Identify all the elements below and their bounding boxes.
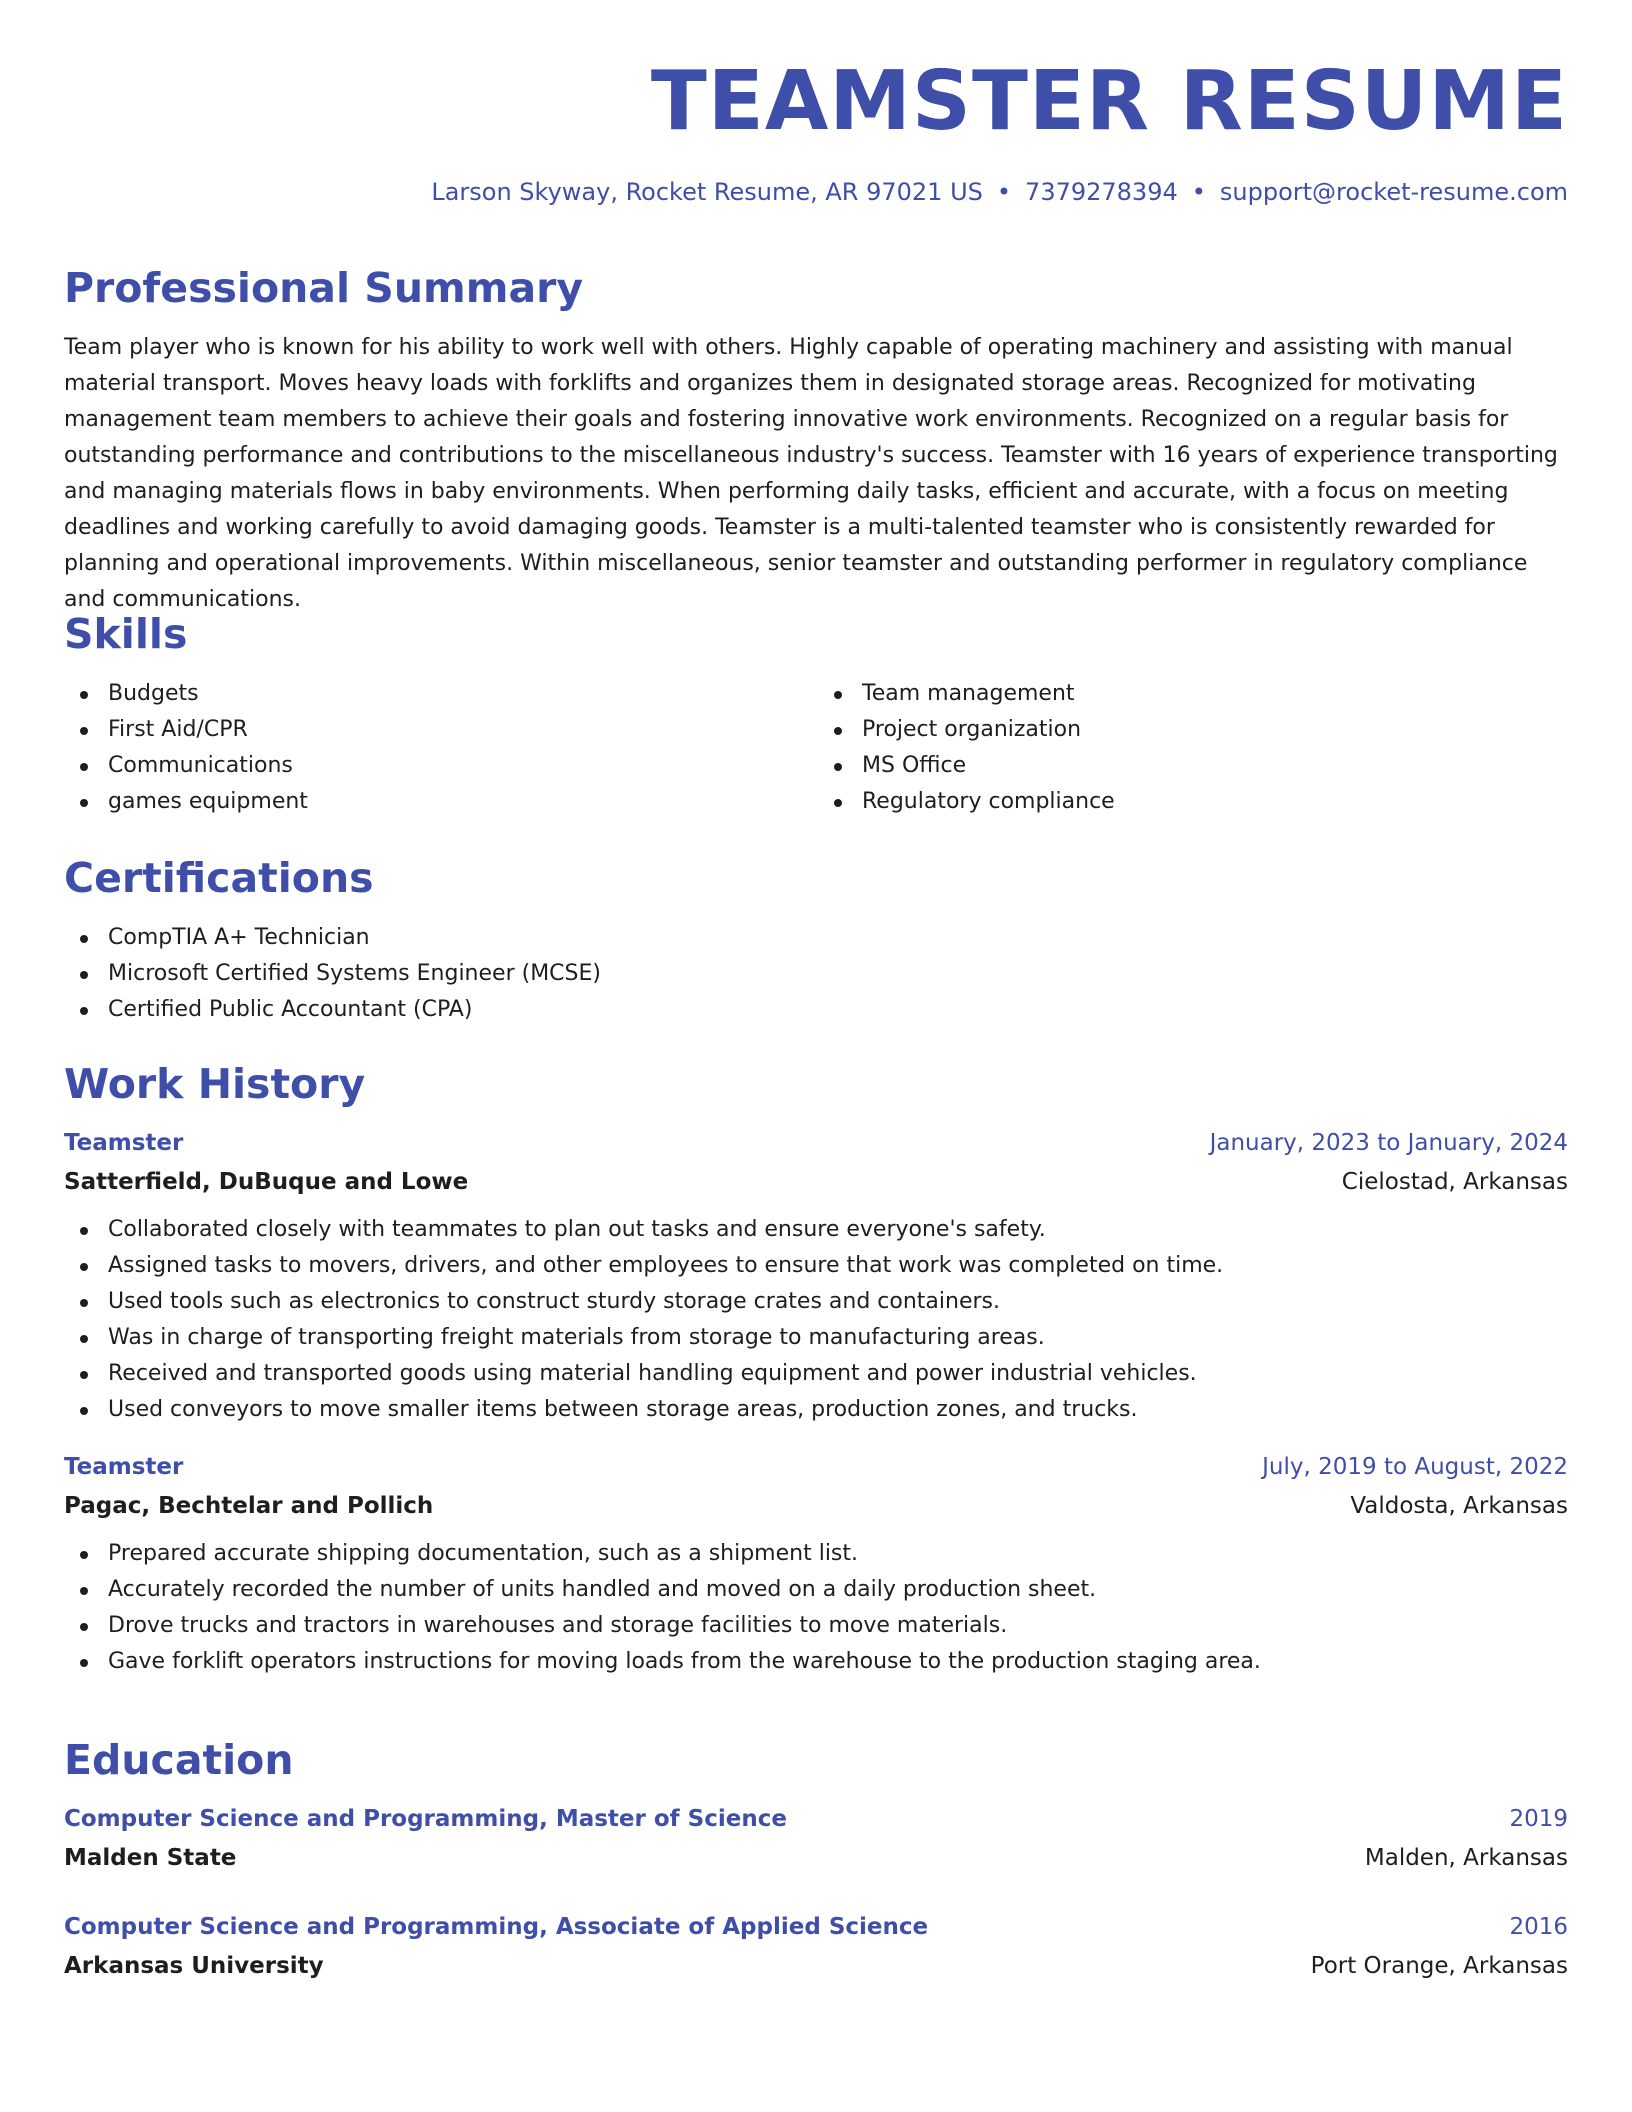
certifications-list: [64, 920, 1568, 1028]
education-location: Malden, Arkansas: [1364, 1845, 1568, 1871]
skill-item: Team management: [818, 676, 1568, 712]
job-bullet: Drove trucks and tractors in warehouses and storage facilities to move materials.: [64, 1608, 1568, 1644]
job-location: Cielostad, Arkansas: [1341, 1169, 1568, 1195]
job-entry: [64, 1124, 1568, 1428]
job-dates: July, 2019 to August, 2022: [1262, 1454, 1568, 1480]
education-degree: Computer Science and Programming, Associate of Applied Science: [64, 1914, 929, 1940]
job-bullet: Accurately recorded the number of units handled and moved on a daily production sheet.: [64, 1572, 1568, 1608]
job-header-row: [64, 1124, 1568, 1162]
education-year: 2019: [1509, 1806, 1568, 1832]
education-section: [64, 1732, 1568, 1986]
skill-item: Communications: [64, 748, 814, 784]
education-header-row: [64, 1908, 1568, 1946]
contact-address: Larson Skyway, Rocket Resume, AR 97021 US: [431, 178, 983, 206]
education-header-row: [64, 1800, 1568, 1838]
contact-phone: 7379278394: [1025, 178, 1178, 206]
job-location: Valdosta, Arkansas: [1350, 1493, 1568, 1519]
job-title: Teamster: [64, 1454, 184, 1480]
skill-item: Project organization: [818, 712, 1568, 748]
job-header-row: [64, 1448, 1568, 1486]
education-degree: Computer Science and Programming, Master of Science: [64, 1806, 787, 1832]
certification-item: CompTIA A+ Technician: [64, 920, 1568, 956]
education-entry: [64, 1908, 1568, 1986]
certifications-section: [64, 850, 1568, 1028]
education-entry: [64, 1800, 1568, 1878]
section-title-skills: Skills: [64, 610, 188, 658]
job-bullet: Used conveyors to move smaller items between storage areas, production zones, and trucks.: [64, 1392, 1568, 1428]
education-year: 2016: [1509, 1914, 1568, 1940]
job-company-row: [64, 1486, 1568, 1526]
skills-grid: [64, 676, 1568, 820]
job-entry: [64, 1448, 1568, 1680]
job-dates: January, 2023 to January, 2024: [1209, 1130, 1568, 1156]
job-title: Teamster: [64, 1130, 184, 1156]
education-school-row: [64, 1946, 1568, 1986]
skill-item: Regulatory compliance: [818, 784, 1568, 820]
contact-separator: •: [996, 178, 1012, 206]
skill-item: games equipment: [64, 784, 814, 820]
work-history-section: [64, 1056, 1568, 1680]
section-title-work-history: Work History: [64, 1060, 366, 1108]
job-bullet: Prepared accurate shipping documentation, such as a shipment list.: [64, 1536, 1568, 1572]
job-bullets: [64, 1536, 1568, 1680]
education-location: Port Orange, Arkansas: [1310, 1953, 1568, 1979]
skills-list-left: [64, 676, 814, 820]
job-bullet: Gave forklift operators instructions for moving loads from the warehouse to the production staging area.: [64, 1644, 1568, 1680]
job-bullet: Collaborated closely with teammates to plan out tasks and ensure everyone's safety.: [64, 1212, 1568, 1248]
contact-line: [64, 178, 1568, 206]
education-school: Malden State: [64, 1845, 237, 1871]
section-title-summary: Professional Summary: [64, 264, 584, 312]
resume-name: TEAMSTER RESUME: [650, 54, 1568, 149]
job-company: Satterfield, DuBuque and Lowe: [64, 1169, 469, 1195]
education-school-row: [64, 1838, 1568, 1878]
summary-section: [64, 260, 1568, 618]
skill-item: Budgets: [64, 676, 814, 712]
job-bullet: Used tools such as electronics to construct sturdy storage crates and containers.: [64, 1284, 1568, 1320]
section-title-education: Education: [64, 1736, 294, 1784]
job-bullets: [64, 1212, 1568, 1428]
section-title-certifications: Certifications: [64, 854, 374, 902]
skill-item: First Aid/CPR: [64, 712, 814, 748]
education-school: Arkansas University: [64, 1953, 324, 1979]
skills-list-right: [814, 676, 1568, 820]
contact-separator: •: [1191, 178, 1206, 206]
certification-item: Microsoft Certified Systems Engineer (MCSE): [64, 956, 1568, 992]
skills-section: [64, 606, 1568, 820]
job-bullet: Received and transported goods using material handling equipment and power industrial vehicles.: [64, 1356, 1568, 1392]
certification-item: Certified Public Accountant (CPA): [64, 992, 1568, 1028]
job-bullet: Was in charge of transporting freight materials from storage to manufacturing areas.: [64, 1320, 1568, 1356]
job-company: Pagac, Bechtelar and Pollich: [64, 1493, 434, 1519]
resume-header: [64, 0, 1568, 206]
summary-text: Team player who is known for his ability to work well with others. Highly capable of operating machinery and assisting with manual material transport. Moves heavy loads with forklifts and organizes them in designated storage areas. Recognized for motivating management team members to achieve their goals and fostering innovative work environments. Recognized on a regular basis for outstanding performance and contributions to the miscellaneous industry's success. Teamster with 16 years of experience transporting and managing materials flows in baby environments. When performing daily tasks, efficient and accurate, with a focus on meeting deadlines and working carefully to avoid damaging goods. Teamster is a multi-talented teamster who is consistently rewarded for planning and operational improvements. Within miscellaneous, senior teamster and outstanding performer in regulatory compliance and communications.: [64, 335, 1558, 612]
skill-item: MS Office: [818, 748, 1568, 784]
contact-email[interactable]: support@rocket-resume.com: [1219, 178, 1568, 206]
job-bullet: Assigned tasks to movers, drivers, and other employees to ensure that work was completed on time.: [64, 1248, 1568, 1284]
job-company-row: [64, 1162, 1568, 1202]
